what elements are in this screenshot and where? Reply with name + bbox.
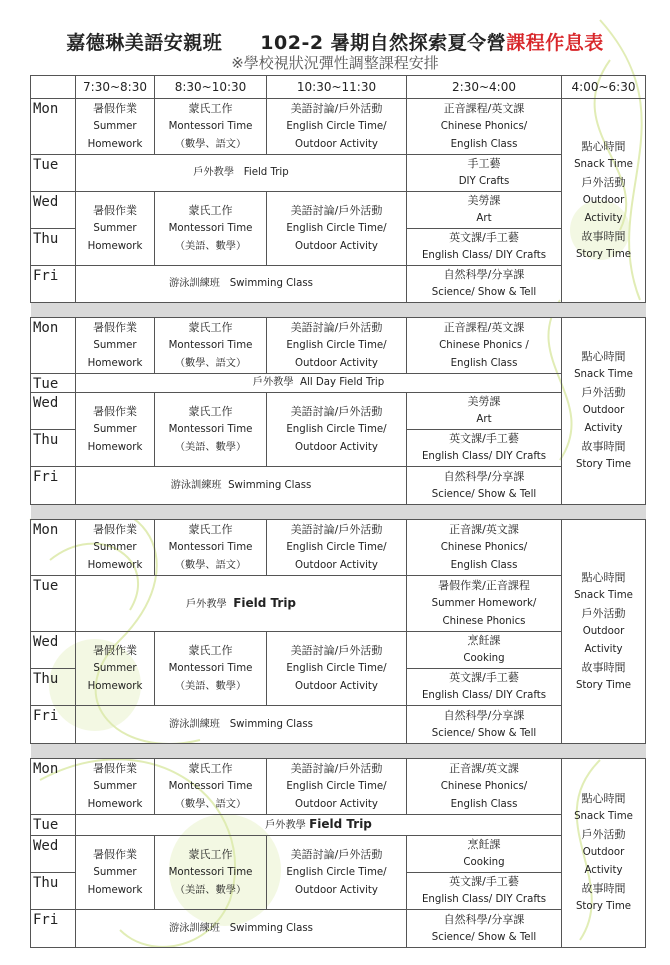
montessori-cell: 蒙氏工作 Montessori Time （美語、數學）	[155, 393, 267, 467]
circle-cell: 美語討論/戶外活動 English Circle Time/ Outdoor Activity	[267, 318, 407, 374]
homework-cell: 暑假作業 Summer Homework	[76, 520, 155, 576]
montessori-cell: 蒙氏工作 Montessori Time （美語、數學）	[155, 836, 267, 910]
afternoon-cell: 烹飪課 Cooking	[407, 836, 562, 873]
circle-cell: 美語討論/戶外活動 English Circle Time/ Outdoor Activity	[267, 99, 407, 155]
afternoon-cell: 暑假作業/正音課程 Summer Homework/ Chinese Phonics	[407, 576, 562, 632]
table-row	[31, 632, 646, 669]
day-label: Wed	[31, 836, 76, 873]
table-row	[31, 706, 646, 744]
swim-cell: 游泳訓練班 Swimming Class	[76, 706, 407, 744]
homework-cell: 暑假作業 Summer Homework	[76, 632, 155, 706]
montessori-cell: 蒙氏工作 Montessori Time （數學、語文）	[155, 520, 267, 576]
table-row	[31, 374, 646, 393]
montessori-cell: 蒙氏工作 Montessori Time （美語、數學）	[155, 192, 267, 266]
day-label: Thu	[31, 229, 76, 266]
header-row	[31, 76, 646, 99]
afternoon-cell: 烹飪課 Cooking	[407, 632, 562, 669]
afternoon-cell: 美勞課 Art	[407, 192, 562, 229]
corner-cell	[31, 76, 76, 99]
week-separator	[31, 303, 646, 318]
schedule-note: ※學校視狀況彈性調整課程安排	[231, 54, 439, 72]
day-label: Fri	[31, 266, 76, 303]
day-label: Fri	[31, 467, 76, 505]
fieldtrip-cell: 戶外教學 All Day Field Trip	[76, 374, 562, 393]
column-header: 8:30~10:30	[155, 76, 267, 99]
afternoon-cell: 自然科學/分享課 Science/ Show & Tell	[407, 910, 562, 948]
montessori-cell: 蒙氏工作 Montessori Time （數學、語文）	[155, 759, 267, 815]
afternoon-cell: 自然科學/分享課 Science/ Show & Tell	[407, 467, 562, 505]
montessori-cell: 蒙氏工作 Montessori Time （數學、語文）	[155, 99, 267, 155]
evening-cell: 點心時間 Snack Time 戶外活動 Outdoor Activity 故事時間 Story Time	[562, 759, 646, 948]
week-separator	[31, 505, 646, 520]
afternoon-cell: 自然科學/分享課 Science/ Show & Tell	[407, 266, 562, 303]
afternoon-cell: 手工藝 DIY Crafts	[407, 155, 562, 192]
homework-cell: 暑假作業 Summer Homework	[76, 759, 155, 815]
day-label: Fri	[31, 910, 76, 948]
day-label: Mon	[31, 318, 76, 374]
day-label: Tue	[31, 374, 76, 393]
afternoon-cell: 英文課/手工藝 English Class/ DIY Crafts	[407, 229, 562, 266]
afternoon-cell: 正音課/英文課 Chinese Phonics/ English Class	[407, 520, 562, 576]
table-row	[31, 155, 646, 192]
circle-cell: 美語討論/戶外活動 English Circle Time/ Outdoor Activity	[267, 520, 407, 576]
day-label: Thu	[31, 669, 76, 706]
table-row	[31, 318, 646, 374]
montessori-cell: 蒙氏工作 Montessori Time （美語、數學）	[155, 632, 267, 706]
homework-cell: 暑假作業 Summer Homework	[76, 318, 155, 374]
afternoon-cell: 正音課程/英文課 Chinese Phonics/ English Class	[407, 99, 562, 155]
circle-cell: 美語討論/戶外活動 English Circle Time/ Outdoor Activity	[267, 393, 407, 467]
afternoon-cell: 自然科學/分享課 Science/ Show & Tell	[407, 706, 562, 744]
day-label: Fri	[31, 706, 76, 744]
day-label: Mon	[31, 520, 76, 576]
montessori-cell: 蒙氏工作 Montessori Time （數學、語文）	[155, 318, 267, 374]
table-row	[31, 910, 646, 948]
column-header: 10:30~11:30	[267, 76, 407, 99]
table-row	[31, 576, 646, 632]
swim-cell: 游泳訓練班 Swimming Class	[76, 266, 407, 303]
table-row	[31, 99, 646, 155]
table-row	[31, 520, 646, 576]
homework-cell: 暑假作業 Summer Homework	[76, 192, 155, 266]
column-header: 4:00~6:30	[562, 76, 646, 99]
homework-cell: 暑假作業 Summer Homework	[76, 836, 155, 910]
swim-cell: 游泳訓練班 Swimming Class	[76, 467, 407, 505]
table-row	[31, 759, 646, 815]
table-row	[31, 467, 646, 505]
day-label: Wed	[31, 393, 76, 430]
term-name: 102-2 暑期自然探索夏令營	[260, 32, 507, 54]
afternoon-cell: 美勞課 Art	[407, 393, 562, 430]
page-title	[0, 28, 670, 55]
table-row	[31, 393, 646, 430]
afternoon-cell: 正音課/英文課 Chinese Phonics/ English Class	[407, 759, 562, 815]
day-label: Thu	[31, 873, 76, 910]
afternoon-cell: 英文課/手工藝 English Class/ DIY Crafts	[407, 669, 562, 706]
afternoon-cell: 正音課程/英文課 Chinese Phonics / English Class	[407, 318, 562, 374]
circle-cell: 美語討論/戶外活動 English Circle Time/ Outdoor Activity	[267, 632, 407, 706]
fieldtrip-cell: 戶外教學 Field Trip	[76, 155, 407, 192]
table-row	[31, 836, 646, 873]
day-label: Tue	[31, 576, 76, 632]
week-separator	[31, 744, 646, 759]
table-row	[31, 192, 646, 229]
day-label: Wed	[31, 632, 76, 669]
swim-cell: 游泳訓練班 Swimming Class	[76, 910, 407, 948]
evening-cell: 點心時間 Snack Time 戶外活動 Outdoor Activity 故事時間 Story Time	[562, 318, 646, 505]
fieldtrip-cell: 戶外教學 Field Trip	[76, 815, 562, 836]
day-label: Mon	[31, 99, 76, 155]
afternoon-cell: 英文課/手工藝 English Class/ DIY Crafts	[407, 873, 562, 910]
table-row	[31, 815, 646, 836]
fieldtrip-cell: 戶外教學 Field Trip	[76, 576, 407, 632]
evening-cell: 點心時間 Snack Time 戶外活動 Outdoor Activity 故事時間 Story Time	[562, 520, 646, 744]
day-label: Tue	[31, 155, 76, 192]
homework-cell: 暑假作業 Summer Homework	[76, 99, 155, 155]
day-label: Wed	[31, 192, 76, 229]
day-label: Tue	[31, 815, 76, 836]
school-name: 嘉德琳美語安親班	[66, 32, 223, 54]
table-row	[31, 266, 646, 303]
evening-cell: 點心時間 Snack Time 戶外活動 Outdoor Activity 故事時間 Story Time	[562, 99, 646, 303]
homework-cell: 暑假作業 Summer Homework	[76, 393, 155, 467]
schedule-word: 課程作息表	[506, 32, 604, 54]
day-label: Thu	[31, 430, 76, 467]
column-header: 7:30~8:30	[76, 76, 155, 99]
day-label: Mon	[31, 759, 76, 815]
circle-cell: 美語討論/戶外活動 English Circle Time/ Outdoor Activity	[267, 759, 407, 815]
circle-cell: 美語討論/戶外活動 English Circle Time/ Outdoor Activity	[267, 192, 407, 266]
circle-cell: 美語討論/戶外活動 English Circle Time/ Outdoor Activity	[267, 836, 407, 910]
column-header: 2:30~4:00	[407, 76, 562, 99]
afternoon-cell: 英文課/手工藝 English Class/ DIY Crafts	[407, 430, 562, 467]
schedule-table	[30, 75, 646, 948]
